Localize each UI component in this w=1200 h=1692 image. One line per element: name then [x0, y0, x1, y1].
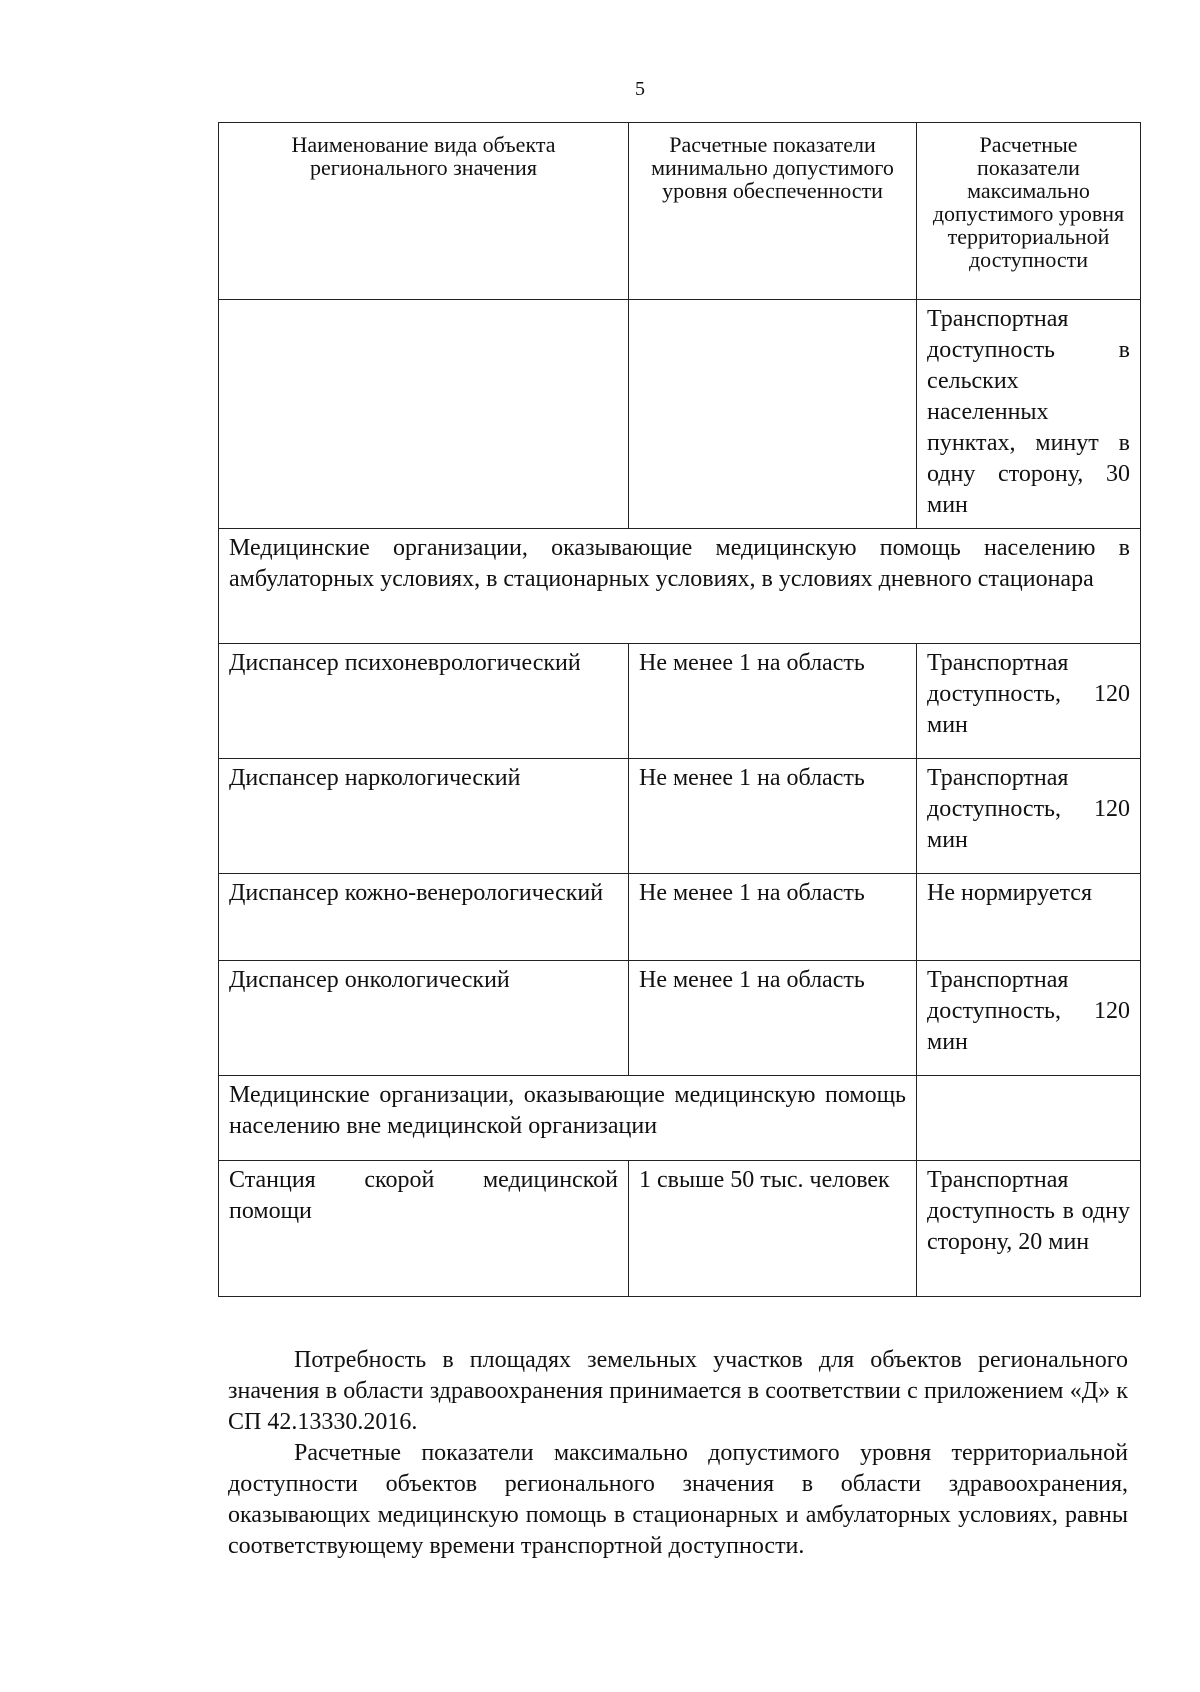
cell-object-type: Диспансер кожно-венерологический [219, 874, 629, 961]
paragraph-accessibility-indicators: Расчетные показатели максимально допустимого уровня территориальной доступности объектов регионального значения в области здравоохранения, оказывающих медицинскую помощь в стационарных и амбулаторных условиях, равны соответствующему времени транспортной доступности. [228, 1440, 1128, 1559]
paragraph-land-requirement: Потребность в площадях земельных участков для объектов регионального значения в области здравоохранения принимается в соответствии с приложением «Д» к СП 42.13330.2016. [228, 1347, 1128, 1435]
section-row-outside-organization [219, 1076, 1141, 1161]
cell-object-type: Станция скорой медицинской помощи [219, 1161, 629, 1297]
table-header-row [219, 123, 1141, 300]
header-max-accessibility: Расчетные показатели максимально допустимого уровня территориальной доступности [917, 123, 1141, 300]
section-row-outpatient-inpatient [219, 529, 1141, 644]
cell-object-type: Диспансер онкологический [219, 961, 629, 1076]
section-title: Медицинские организации, оказывающие медицинскую помощь населению вне медицинской организации [219, 1076, 917, 1161]
table-row [219, 644, 1141, 759]
cell-max-accessibility: Транспортная доступность, 120 мин [917, 759, 1141, 874]
cell-min-provision: Не менее 1 на область [629, 644, 917, 759]
table-row [219, 300, 1141, 529]
header-min-provision: Расчетные показатели минимально допустимого уровня обеспеченности [629, 123, 917, 300]
cell-min-provision [629, 300, 917, 529]
header-object-type: Наименование вида объекта регионального значения [219, 123, 629, 300]
table-row [219, 961, 1141, 1076]
cell-min-provision: Не менее 1 на область [629, 759, 917, 874]
cell-min-provision: Не менее 1 на область [629, 961, 917, 1076]
cell-max-accessibility: Транспортная доступность в сельских населенных пунктах, минут в одну сторону, 30 мин [917, 300, 1141, 529]
table-row [219, 874, 1141, 961]
table-row [219, 759, 1141, 874]
regional-indicators-table [218, 122, 1141, 1297]
cell-object-type [219, 300, 629, 529]
cell-empty [917, 1076, 1141, 1161]
cell-max-accessibility: Транспортная доступность, 120 мин [917, 644, 1141, 759]
cell-object-type: Диспансер психоневрологический [219, 644, 629, 759]
table-row [219, 1161, 1141, 1297]
cell-object-type: Диспансер наркологический [219, 759, 629, 874]
section-title: Медицинские организации, оказывающие медицинскую помощь населению в амбулаторных условиях, в стационарных условиях, в условиях дневного стационара [219, 529, 1141, 644]
cell-min-provision: 1 свыше 50 тыс. человек [629, 1161, 917, 1297]
cell-max-accessibility: Транспортная доступность в одну сторону, 20 мин [917, 1161, 1141, 1297]
page-number: 5 [635, 78, 645, 100]
cell-max-accessibility: Не нормируется [917, 874, 1141, 961]
cell-min-provision: Не менее 1 на область [629, 874, 917, 961]
cell-max-accessibility: Транспортная доступность, 120 мин [917, 961, 1141, 1076]
